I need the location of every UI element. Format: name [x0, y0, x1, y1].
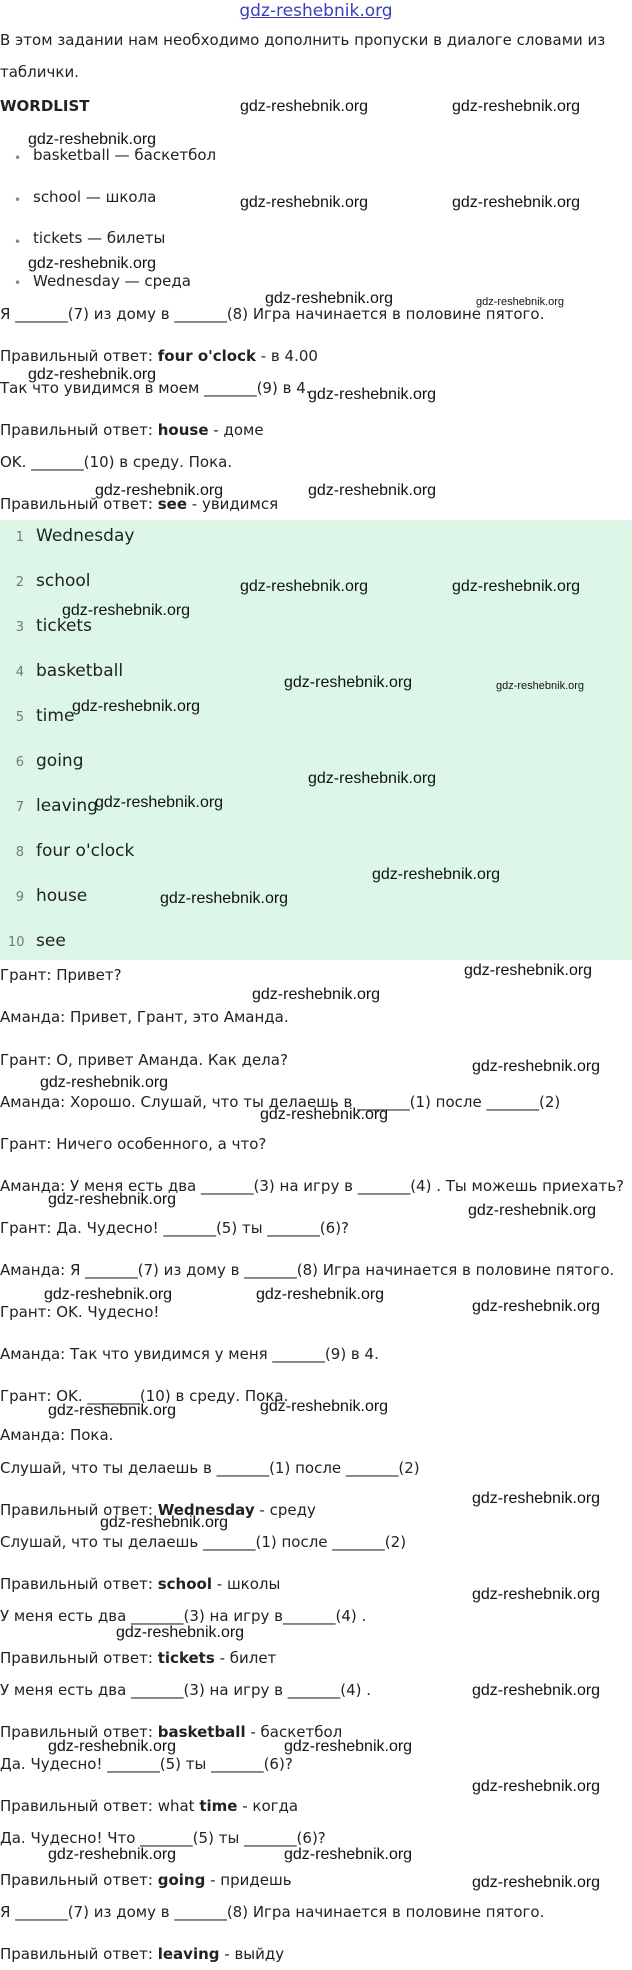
site-header-link[interactable]: gdz-reshebnik.org — [239, 1, 393, 21]
row-number: 6 — [15, 755, 24, 770]
watermark: gdz-reshebnik.org — [256, 1286, 385, 1303]
watermark: gdz-reshebnik.org — [62, 602, 191, 619]
answer-1: Правильный ответ: Wednesday - среду — [0, 1501, 316, 1519]
watermark: gdz-reshebnik.org — [240, 578, 369, 595]
dialog-line: Аманда: Так что увидимся у меня _______(9) в 4. — [0, 1345, 379, 1363]
bullet-icon: • — [14, 276, 22, 290]
wordlist-item: basketball — баскетбол — [33, 146, 217, 164]
dialog-line: Аманда: У меня есть два _______(3) на игру в _______(4) . Ты можешь приехать? — [0, 1177, 625, 1195]
row-number: 9 — [15, 890, 24, 905]
row-number: 7 — [15, 800, 24, 815]
watermark: gdz-reshebnik.org — [308, 770, 437, 787]
watermark: gdz-reshebnik.org — [452, 578, 581, 595]
question-5: Да. Чудесно! _______(5) ты _______(6)? — [0, 1755, 293, 1773]
question-3: У меня есть два _______(3) на игру в_______(4) . — [0, 1607, 367, 1625]
watermark: gdz-reshebnik.org — [48, 1402, 177, 1419]
answer-7: Правильный ответ: four o'clock - в 4.00 — [0, 347, 318, 365]
watermark: gdz-reshebnik.org — [48, 1738, 177, 1755]
watermark: gdz-reshebnik.org — [472, 1778, 601, 1795]
question-10: OK. _______(10) в среду. Пока. — [0, 453, 233, 471]
dialog-line: Грант: Ничего особенного, а что? — [0, 1135, 267, 1153]
answer-3: Правильный ответ: tickets - билет — [0, 1649, 277, 1667]
table-word: tickets — [36, 616, 92, 636]
row-number: 10 — [8, 935, 25, 950]
table-word: basketball — [36, 661, 124, 681]
watermark: gdz-reshebnik.org — [260, 1398, 389, 1415]
dialog-line: Аманда: Я _______(7) из дому в _______(8) Игра начинается в половине пятого. — [0, 1261, 615, 1279]
table-word: school — [36, 571, 91, 591]
watermark: gdz-reshebnik.org — [252, 986, 381, 1003]
dialog-line: Аманда: Хорошо. Слушай, что ты делаешь в _______(1) после _______(2) — [0, 1093, 561, 1111]
table-word: Wednesday — [36, 526, 135, 546]
row-number: 2 — [15, 575, 24, 590]
wordlist-title: WORDLIST — [0, 97, 90, 115]
table-word: going — [36, 751, 84, 771]
watermark: gdz-reshebnik.org — [476, 296, 565, 308]
answer-6: Правильный ответ: going - придешь — [0, 1871, 292, 1889]
bullet-icon: • — [14, 193, 22, 207]
dialog-line: Грант: О, привет Аманда. Как дела? — [0, 1051, 288, 1069]
table-word: four o'clock — [36, 841, 135, 861]
row-number: 8 — [15, 845, 24, 860]
watermark: gdz-reshebnik.org — [48, 1191, 177, 1208]
question-2: Слушай, что ты делаешь _______(1) после _______(2) — [0, 1533, 407, 1551]
bullet-icon: • — [14, 235, 22, 249]
watermark: gdz-reshebnik.org — [28, 131, 157, 148]
watermark: gdz-reshebnik.org — [452, 98, 581, 115]
watermark: gdz-reshebnik.org — [48, 1846, 177, 1863]
dialog-line: Грант: OK. Чудесно! — [0, 1303, 160, 1321]
watermark: gdz-reshebnik.org — [260, 1106, 389, 1123]
dialog-line: Грант: Да. Чудесно! _______(5) ты _______(6)? — [0, 1219, 350, 1237]
question-7: Я _______(7) из дому в _______(8) Игра начинается в половине пятого. — [0, 305, 545, 323]
watermark: gdz-reshebnik.org — [472, 1874, 601, 1891]
watermark: gdz-reshebnik.org — [284, 674, 413, 691]
watermark: gdz-reshebnik.org — [472, 1586, 601, 1603]
wordlist-item: school — школа — [33, 188, 157, 206]
answer-9: Правильный ответ: house - доме — [0, 421, 264, 439]
table-word: leaving — [36, 796, 98, 816]
dialog-line: Аманда: Привет, Грант, это Аманда. — [0, 1008, 289, 1026]
watermark: gdz-reshebnik.org — [116, 1624, 245, 1641]
wordlist-item: tickets — билеты — [33, 229, 166, 247]
watermark: gdz-reshebnik.org — [468, 1202, 597, 1219]
answer-7b: Правильный ответ: leaving - выйду — [0, 1945, 285, 1963]
row-number: 1 — [15, 530, 24, 545]
watermark: gdz-reshebnik.org — [44, 1286, 173, 1303]
watermark: gdz-reshebnik.org — [284, 1846, 413, 1863]
bullet-icon: • — [14, 151, 22, 165]
watermark: gdz-reshebnik.org — [472, 1058, 601, 1075]
watermark: gdz-reshebnik.org — [308, 386, 437, 403]
answer-4: Правильный ответ: basketball - баскетбол — [0, 1723, 343, 1741]
watermark: gdz-reshebnik.org — [72, 698, 201, 715]
watermark: gdz-reshebnik.org — [160, 890, 289, 907]
question-7b: Я _______(7) из дому в _______(8) Игра начинается в половине пятого. — [0, 1903, 545, 1921]
question-4: У меня есть два _______(3) на игру в _______(4) . — [0, 1681, 372, 1699]
intro-line-2: таблички. — [0, 63, 79, 81]
question-6: Да. Чудесно! Что _______(5) ты _______(6)? — [0, 1829, 326, 1847]
dialog-line: Грант: Привет? — [0, 966, 122, 984]
watermark: gdz-reshebnik.org — [472, 1298, 601, 1315]
question-1: Слушай, что ты делаешь в _______(1) после _______(2) — [0, 1459, 420, 1477]
answer-2: Правильный ответ: school - школы — [0, 1575, 281, 1593]
watermark: gdz-reshebnik.org — [472, 1490, 601, 1507]
watermark: gdz-reshebnik.org — [28, 255, 157, 272]
watermark: gdz-reshebnik.org — [100, 1514, 229, 1531]
table-word: see — [36, 931, 66, 951]
watermark: gdz-reshebnik.org — [240, 194, 369, 211]
watermark: gdz-reshebnik.org — [95, 482, 224, 499]
table-word: house — [36, 886, 88, 906]
watermark: gdz-reshebnik.org — [265, 290, 394, 307]
row-number: 5 — [15, 710, 24, 725]
wordlist-item: Wednesday — среда — [33, 272, 191, 290]
watermark: gdz-reshebnik.org — [240, 98, 369, 115]
dialog-line: Грант: OK. _______(10) в среду. Пока. — [0, 1387, 289, 1405]
watermark: gdz-reshebnik.org — [40, 1074, 169, 1091]
intro-line-1: В этом задании нам необходимо дополнить пропуски в диалоге словами из — [0, 31, 606, 49]
row-number: 4 — [15, 665, 24, 680]
watermark: gdz-reshebnik.org — [28, 366, 157, 383]
row-number: 3 — [15, 620, 24, 635]
answer-5: Правильный ответ: what time - когда — [0, 1797, 299, 1815]
watermark: gdz-reshebnik.org — [372, 866, 501, 883]
answer-10: Правильный ответ: see - увидимся — [0, 495, 279, 513]
watermark: gdz-reshebnik.org — [284, 1738, 413, 1755]
table-word: time — [36, 706, 75, 726]
watermark: gdz-reshebnik.org — [452, 194, 581, 211]
watermark: gdz-reshebnik.org — [308, 482, 437, 499]
watermark: gdz-reshebnik.org — [464, 962, 593, 979]
watermark: gdz-reshebnik.org — [95, 794, 224, 811]
dialog-line: Аманда: Пока. — [0, 1426, 114, 1444]
watermark: gdz-reshebnik.org — [472, 1682, 601, 1699]
watermark: gdz-reshebnik.org — [496, 680, 585, 692]
question-9: Так что увидимся в моем _______(9) в 4. — [0, 379, 311, 397]
